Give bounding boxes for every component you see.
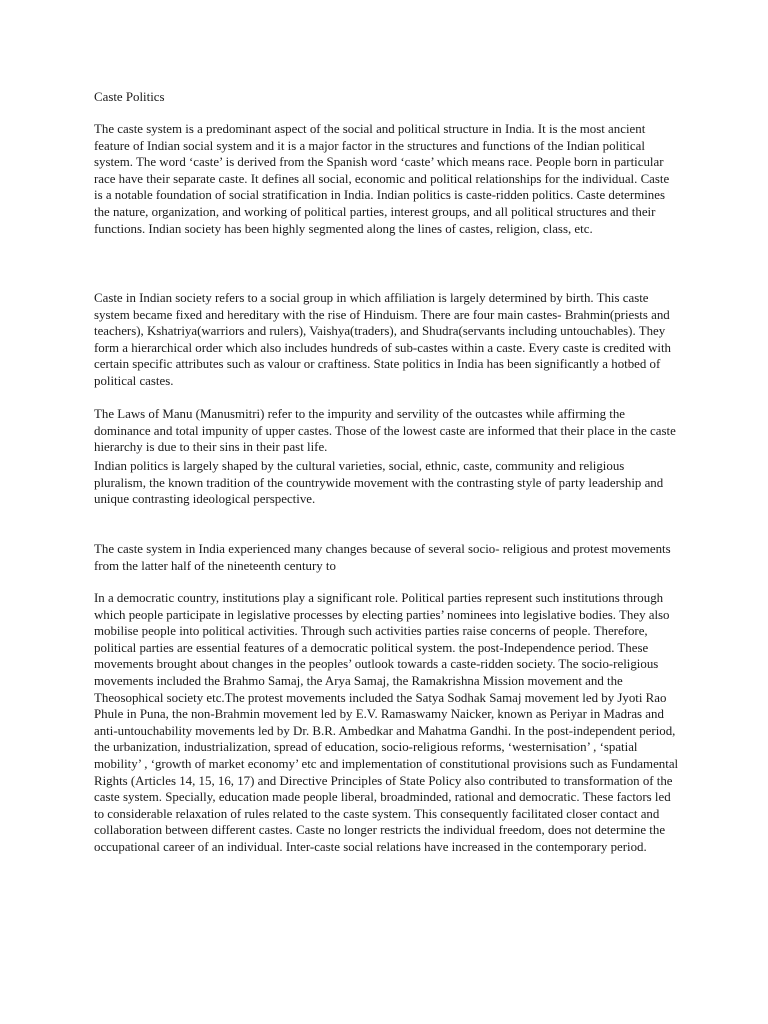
paragraph-democratic-institutions: In a democratic country, institutions play a significant role. Political parties represent such institutions through which people participate in legislative processes by electing parties’ nominees into legislative bodies. They also mobilise people into political activities. Through such activities parties raise concerns of people. Therefore, political parties are essential features of a democratic political system. the post-Independence period. These movements brought about changes in the peoples’ outlook towards a caste-ridden society. The socio-religious movements included the Brahmo Samaj, the Arya Samaj, the Ramakrishna Mission movement and the Theosophical society etc.The protest movements included the Satya Sodhak Samaj movement led by Jyoti Rao Phule in Puna, the non-Brahmin movement led by E.V. Ramaswamy Naicker, known as Periyar in Madras and anti-untouchability movements led by Dr. B.R. Ambedkar and Mahatma Gandhi. In the post-independent period, the urbanization, industrialization, spread of education, socio-religious reforms, ‘westernisation’ , ‘spatial mobility’ , ‘growth of market economy’ etc and implementation of constitutional provisions such as Fundamental Rights (Articles 14, 15, 16, 17) and Directive Principles of State Policy also contributed to transformation of the caste system. Specially, education made people liberal, broadminded, rational and democratic. These factors led to considerable relaxation of rules related to the caste system. This consequently facilitated closer contact and collaboration between different castes. Caste no longer restricts the individual freedom, does not determine the occupational career of an individual. Inter-caste social relations have increased in the contemporary period. [94, 591, 679, 854]
paragraph-caste-changes: The caste system in India experienced many changes because of several socio- religious and protest movements from the latter half of the nineteenth century to [94, 542, 671, 573]
paragraph-caste-in-society: Caste in Indian society refers to a social group in which affiliation is largely determined by birth. This caste system became fixed and hereditary with the rise of Hinduism. There are four main castes- Brahmin(priests and teachers), Kshatriya(warriors and rulers), Vaishya(traders), and Shudra(servants including untouchables). They form a hierarchical order which also includes hundreds of sub-castes within a caste. Every caste is credited with certain specific attributes such as valour or craftiness. State politics in India has been significantly a hotbed of political castes. [94, 291, 672, 388]
paragraph-laws-of-manu: The Laws of Manu (Manusmitri) refer to the impurity and servility of the outcastes while affirming the dominance and total impunity of upper castes. Those of the lowest caste are informed that their place in the caste hierarchy is due to their sins in their past life. [94, 407, 676, 455]
document-title: Caste Politics [94, 90, 165, 104]
paragraph-caste-system-overview: The caste system is a predominant aspect of the social and political structure in India. It is the most ancient feature of Indian social system and it is a major factor in the structures and functions of the Indian political system. The word ‘caste’ is derived from the Spanish word ‘caste’ which means race. People born in particular race have their separate caste. It defines all social, economic and political relationships for the individual. Caste is a notable foundation of social stratification in India. Indian politics is caste-ridden politics. Caste determines the nature, organization, and working of political parties, interest groups, and all political structures and their functions. Indian society has been highly segmented along the lines of castes, religion, class, etc. [94, 122, 670, 236]
paragraph-indian-politics: Indian politics is largely shaped by the cultural varieties, social, ethnic, caste, community and religious pluralism, the known tradition of the countrywide movement with the contrasting style of party leadership and unique contrasting ideological perspective. [94, 459, 664, 507]
